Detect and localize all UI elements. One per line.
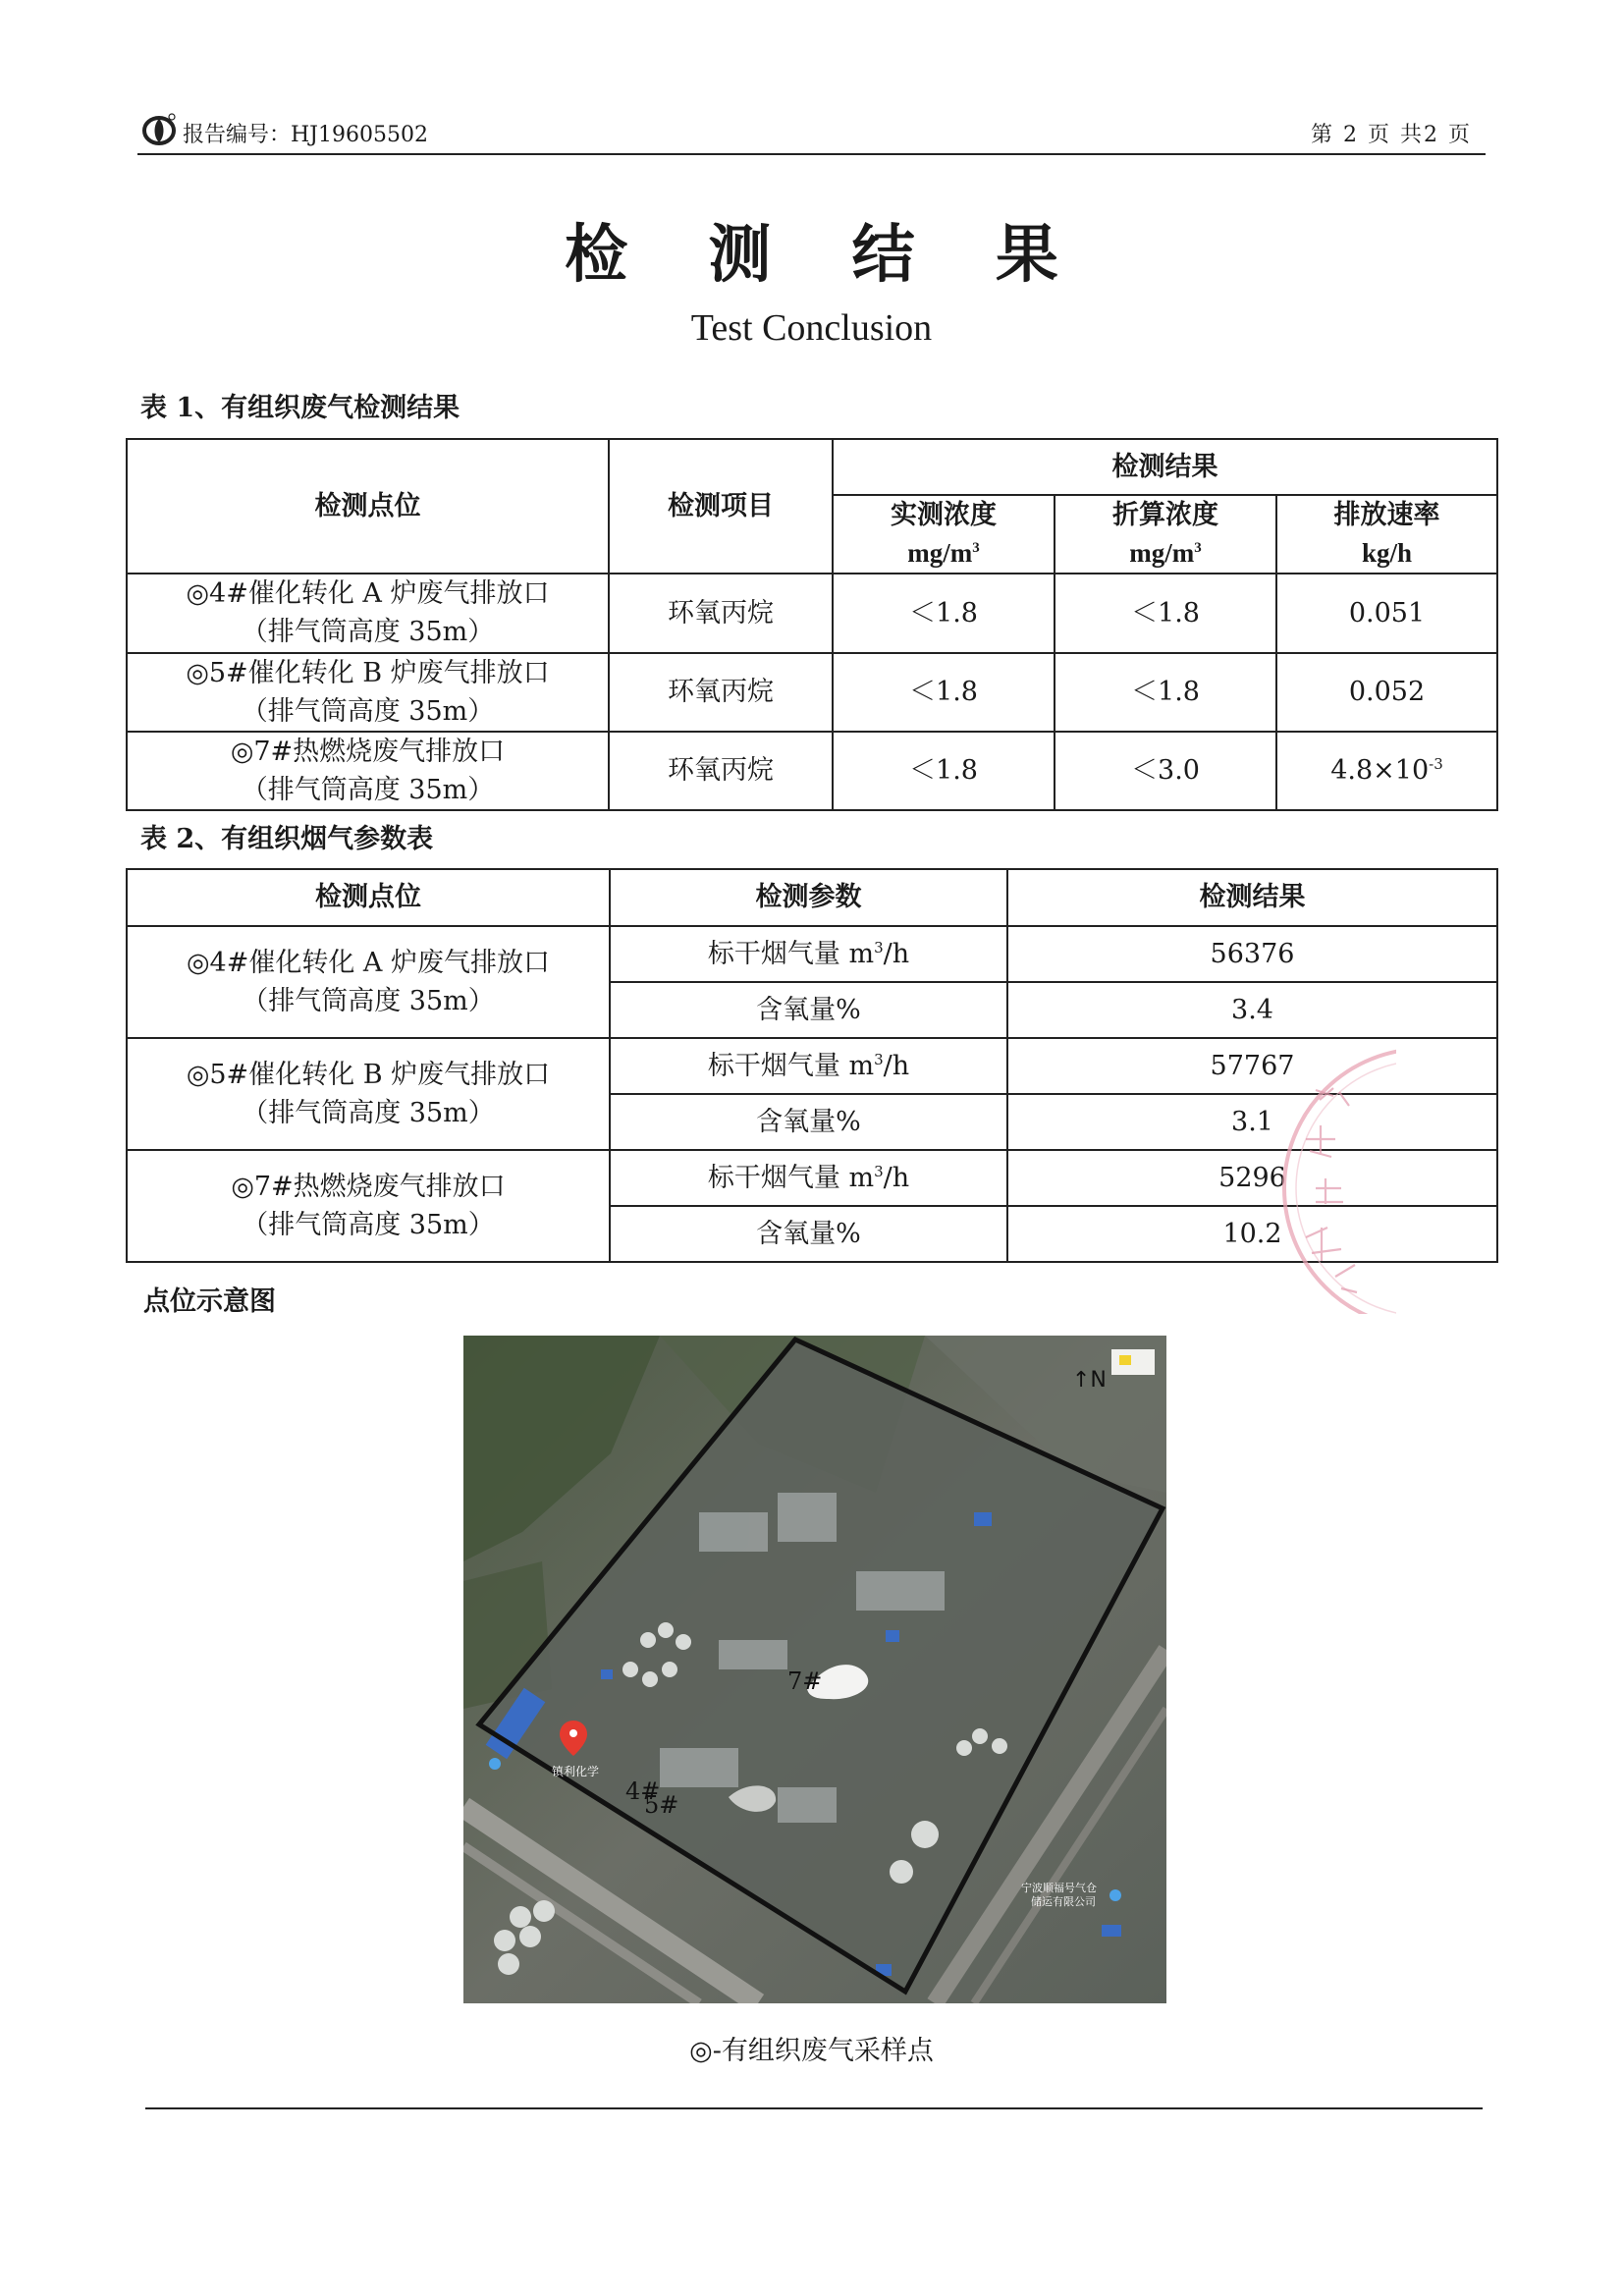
t2-value-o2: 3.4 <box>1007 982 1497 1038</box>
poi-icon <box>489 1758 501 1770</box>
t1-header-item: 检测项目 <box>609 439 833 574</box>
t1-header-rate: 排放速率 kg/h <box>1276 495 1497 574</box>
t2-header-param: 检测参数 <box>610 869 1007 926</box>
t1-item: 环氧丙烷 <box>609 653 833 732</box>
table-row <box>127 574 1497 652</box>
north-arrow: ↑N <box>1072 1368 1107 1393</box>
t1-measured: ＜1.8 <box>833 653 1055 732</box>
t1-item: 环氧丙烷 <box>609 732 833 810</box>
t2-param-o2: 含氧量% <box>610 1206 1007 1262</box>
map-legend: ◎-有组织废气采样点 <box>689 2036 934 2066</box>
footer-divider <box>145 2107 1483 2109</box>
t1-location: ◎7#热燃烧废气排放口 （排气筒高度 35m） <box>127 732 609 810</box>
page-number: 第 2 页 共2 页 <box>1311 123 1472 147</box>
t1-converted: ＜1.8 <box>1055 574 1276 652</box>
t2-param-flow: 标干烟气量 $m^3/h$ <box>610 1038 1007 1094</box>
t2-param-o2: 含氧量% <box>610 982 1007 1038</box>
neighbor-label-1: 宁波顺福号气仓 <box>1021 1882 1097 1894</box>
page-subtitle: Test Conclusion <box>690 307 933 349</box>
t1-header-measured: 实测浓度 $mg/m^3$ <box>833 495 1055 574</box>
t1-location: ◎4#催化转化 A 炉废气排放口 （排气筒高度 35m） <box>127 574 609 652</box>
t2-param-flow: 标干烟气量 $m^3/h$ <box>610 1150 1007 1206</box>
table-row <box>127 926 1497 982</box>
t1-header-location: 检测点位 <box>127 439 609 574</box>
site-map-image <box>463 1336 1166 2003</box>
t1-rate: $4.8\times 10^{-3}$ <box>1276 732 1497 810</box>
table2-caption: 表 2、有组织烟气参数表 <box>140 824 434 854</box>
t1-location: ◎5#催化转化 B 炉废气排放口 （排气筒高度 35m） <box>127 653 609 732</box>
marker-7: 7# <box>787 1667 823 1695</box>
t2-param-flow: 标干烟气量 $m^3/h$ <box>610 926 1007 982</box>
t2-value-o2: 3.1 <box>1007 1094 1497 1150</box>
t1-converted: ＜1.8 <box>1055 653 1276 732</box>
marker-5: 5# <box>644 1791 679 1819</box>
table-row <box>127 732 1497 810</box>
neighbor-label-2: 储运有限公司 <box>1031 1895 1096 1908</box>
t2-header-location: 检测点位 <box>127 869 610 926</box>
t1-measured: ＜1.8 <box>833 574 1055 652</box>
t1-rate: 0.051 <box>1276 574 1497 652</box>
table-row <box>127 653 1497 732</box>
t1-measured: ＜1.8 <box>833 732 1055 810</box>
t2-location: ◎7#热燃烧废气排放口 （排气筒高度 35m） <box>127 1150 610 1262</box>
t2-location: ◎5#催化转化 B 炉废气排放口 （排气筒高度 35m） <box>127 1038 610 1150</box>
t2-value-flow: 5296 <box>1007 1150 1497 1206</box>
t1-header-converted: 折算浓度 $mg/m^3$ <box>1055 495 1276 574</box>
t1-rate: 0.052 <box>1276 653 1497 732</box>
table1-caption: 表 1、有组织废气检测结果 <box>140 393 460 423</box>
company-logo-icon <box>141 112 177 145</box>
page-header <box>137 110 1486 155</box>
t1-converted: ＜3.0 <box>1055 732 1276 810</box>
poi-icon <box>1109 1889 1121 1901</box>
t2-header-result: 检测结果 <box>1007 869 1497 926</box>
company-label: 镇利化学 <box>552 1765 600 1778</box>
map-caption: 点位示意图 <box>143 1286 276 1317</box>
t1-item: 环氧丙烷 <box>609 574 833 652</box>
official-seal <box>1276 1031 1396 1314</box>
t2-value-o2: 10.2 <box>1007 1206 1497 1262</box>
t1-header-result: 检测结果 <box>833 439 1497 495</box>
marker-4: 4# <box>625 1777 661 1805</box>
t2-location: ◎4#催化转化 A 炉废气排放口 （排气筒高度 35m） <box>127 926 610 1038</box>
page-title: 检 测 结 果 <box>565 218 1088 292</box>
table1 <box>126 438 1498 811</box>
t2-param-o2: 含氧量% <box>610 1094 1007 1150</box>
t2-value-flow: 57767 <box>1007 1038 1497 1094</box>
site-map <box>463 1336 1166 2003</box>
report-number: 报告编号：HJ19605502 <box>183 123 428 147</box>
t2-value-flow: 56376 <box>1007 926 1497 982</box>
